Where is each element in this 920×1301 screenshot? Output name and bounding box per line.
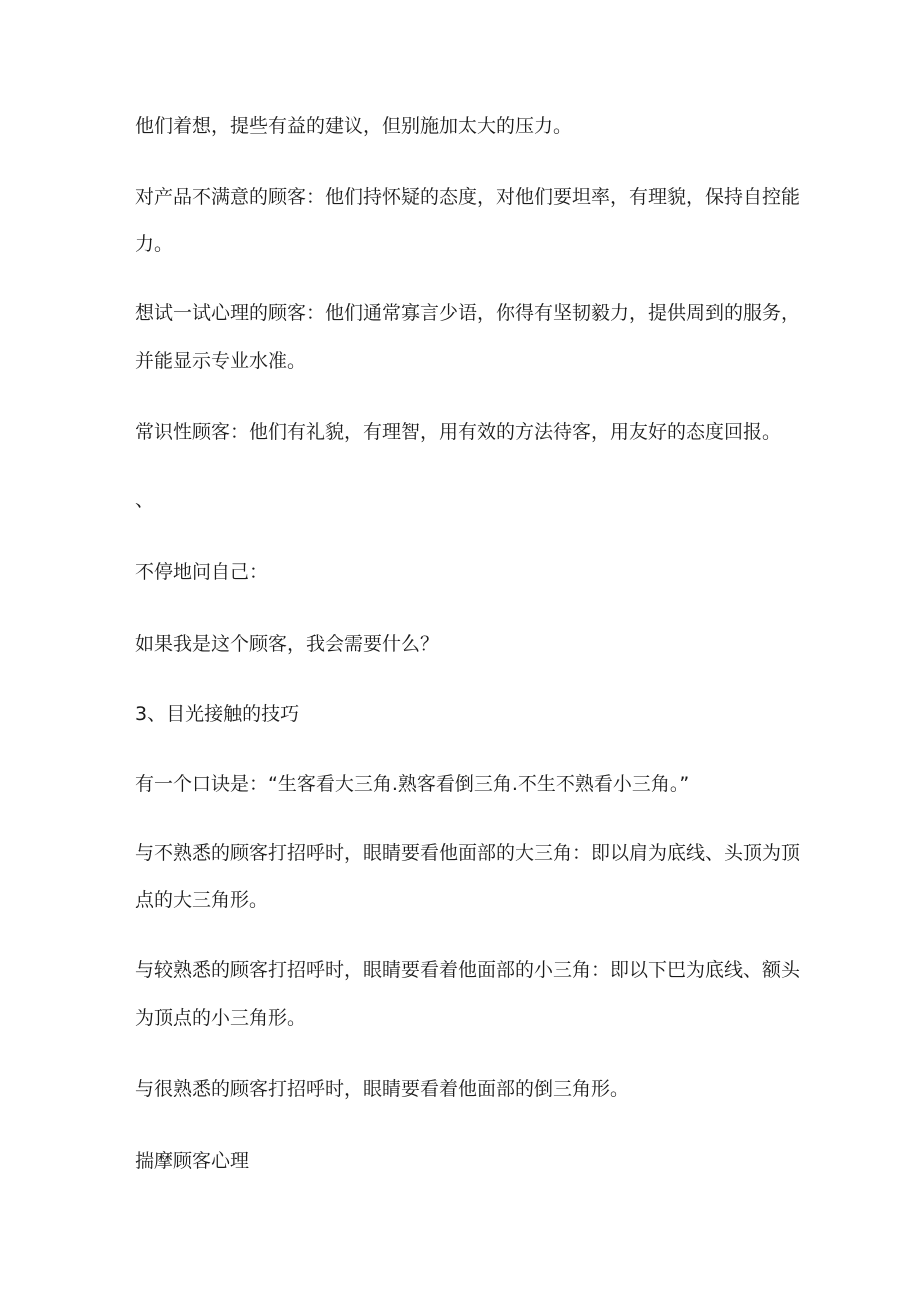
section-heading: 3、目光接触的技巧: [135, 703, 300, 725]
paragraph-line: 、: [135, 489, 155, 511]
paragraph-line: 对产品不满意的顾客：他们持怀疑的态度，对他们要坦率，有理貌，保持自控能: [135, 186, 801, 208]
paragraph-line: 有一个口诀是：“生客看大三角.熟客看倒三角.不生不熟看小三角。”: [135, 773, 690, 795]
paragraph-line: 并能显示专业水准。: [135, 350, 307, 372]
section-heading: 揣摩顾客心理: [135, 1150, 250, 1172]
paragraph-line: 想试一试心理的顾客：他们通常寡言少语，你得有坚韧毅力，提供周到的服务，: [135, 302, 801, 324]
paragraph-line: 常识性顾客：他们有礼貌，有理智，用有效的方法待客，用友好的态度回报。: [135, 421, 782, 443]
paragraph-line: 如果我是这个顾客，我会需要什么？: [135, 633, 440, 655]
paragraph-line: 为顶点的小三角形。: [135, 1007, 307, 1029]
paragraph-line: 与不熟悉的顾客打招呼时，眼睛要看他面部的大三角：即以肩为底线、头顶为顶: [135, 842, 801, 864]
paragraph-line: 与较熟悉的顾客打招呼时，眼睛要看着他面部的小三角：即以下巴为底线、额头: [135, 959, 801, 981]
paragraph-line: 力。: [135, 233, 174, 255]
paragraph-line: 不停地问自己：: [135, 561, 269, 583]
paragraph-line: 点的大三角形。: [135, 889, 269, 911]
paragraph-line: 他们着想，提些有益的建议，但别施加太大的压力。: [135, 115, 573, 137]
paragraph-line: 与很熟悉的顾客打招呼时，眼睛要看着他面部的倒三角形。: [135, 1078, 630, 1100]
